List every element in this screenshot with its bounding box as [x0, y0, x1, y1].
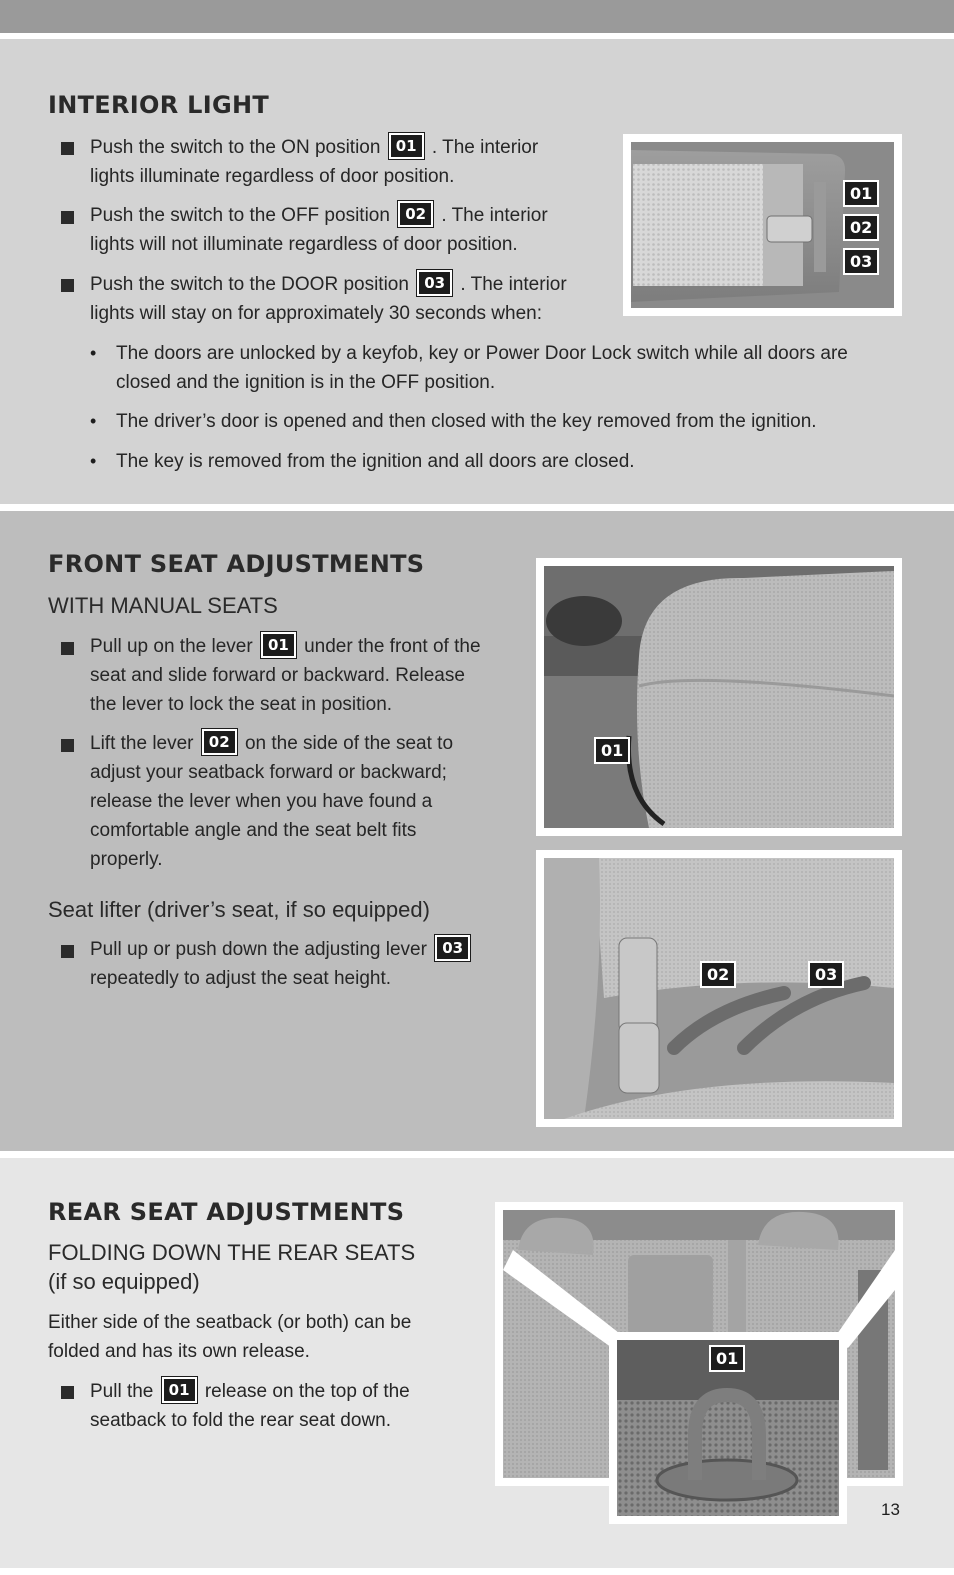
front-seat-photo — [544, 566, 894, 828]
square-bullet-icon — [61, 279, 74, 292]
condition-keyfob — [116, 339, 848, 397]
photo-callout-badge: 03 — [808, 961, 844, 988]
bullet-text: The doors are unlocked by a keyfob, key or Power Door Lock switch while all doors are — [116, 343, 848, 364]
item-text: . The interior — [431, 137, 539, 158]
photo-callout-badge: 01 — [709, 1345, 745, 1372]
condition-key-removed: The key is removed from the ignition and all doors are closed. — [116, 451, 635, 472]
item-text: under the front of the — [304, 636, 481, 657]
front-seat-photo-frame — [536, 558, 902, 836]
item-text: Lift the lever — [90, 733, 194, 754]
seat-levers-illustration — [544, 858, 894, 1119]
front-seat-side-photo-frame — [536, 850, 902, 1127]
interior-light-photo-frame — [623, 134, 902, 316]
front-item-lifter — [90, 935, 473, 993]
item-text: release on the top of the — [204, 1381, 410, 1402]
item-text: Push the switch to the OFF position — [90, 205, 390, 226]
item-text: properly. — [90, 849, 163, 870]
condition-driver-door: The driver’s door is opened and then closed with the key removed from the ignition. — [116, 411, 817, 432]
section-subtitle-note: (if so equipped) — [48, 1269, 200, 1294]
item-text: Push the switch to the DOOR position — [90, 274, 409, 295]
item-text: lights will not illuminate regardless of door position. — [90, 234, 518, 255]
front-seat-side-photo — [544, 858, 894, 1119]
interior-item-door — [90, 270, 567, 328]
release-strap-inset-frame — [609, 1332, 847, 1524]
photo-callout-badge: 02 — [843, 214, 879, 241]
section-title: REAR SEAT ADJUSTMENTS — [48, 1198, 405, 1226]
bullet-text: closed and the ignition is in the OFF position. — [116, 372, 496, 393]
item-text: Pull the — [90, 1381, 154, 1402]
paragraph-text: Either side of the seatback (or both) can be — [48, 1312, 412, 1333]
interior-light-section — [0, 39, 954, 504]
paragraph-text: folded and has its own release. — [48, 1341, 310, 1362]
bullet-dot-icon: • — [90, 343, 97, 363]
interior-item-on — [90, 133, 538, 191]
callout-badge: 01 — [162, 1377, 197, 1403]
square-bullet-icon — [61, 739, 74, 752]
item-text: seat and slide forward or backward. Release — [90, 665, 465, 686]
item-text: Push the switch to the ON position — [90, 137, 381, 158]
item-text: . The interior — [441, 205, 548, 226]
callout-badge: 01 — [261, 632, 296, 658]
interior-item-off — [90, 201, 548, 259]
photo-callout-badge: 01 — [843, 180, 879, 207]
top-bar — [0, 0, 954, 33]
square-bullet-icon — [61, 211, 74, 224]
item-text: on the side of the seat to — [244, 733, 454, 754]
square-bullet-icon — [61, 945, 74, 958]
photo-callout-badge: 01 — [594, 737, 630, 764]
section-title: INTERIOR LIGHT — [48, 91, 270, 119]
item-text: . The interior — [460, 274, 567, 295]
item-text: the lever to lock the seat in position. — [90, 694, 393, 715]
item-text: lights will stay on for approximately 30 seconds when: — [90, 303, 543, 324]
square-bullet-icon — [61, 1386, 74, 1399]
square-bullet-icon — [61, 142, 74, 155]
bullet-dot-icon: • — [90, 451, 97, 471]
item-text: adjust your seatback forward or backward; — [90, 762, 447, 783]
section-subtitle: FOLDING DOWN THE REAR SEATS — [48, 1240, 416, 1265]
front-seat-section — [0, 511, 954, 1151]
seat-lifter-title: Seat lifter (driver’s seat, if so equipped) — [48, 897, 430, 922]
item-text: release the lever when you have found a — [90, 791, 433, 812]
photo-callout-badge: 03 — [843, 248, 879, 275]
callout-badge: 02 — [202, 729, 237, 755]
front-seat-illustration — [544, 566, 894, 828]
callout-badge: 02 — [398, 201, 433, 227]
item-text: Pull up on the lever — [90, 636, 253, 657]
page-number: 13 — [881, 1500, 900, 1519]
section-title: FRONT SEAT ADJUSTMENTS — [48, 550, 425, 578]
item-text: comfortable angle and the seat belt fits — [90, 820, 417, 841]
photo-callout-badge: 02 — [700, 961, 736, 988]
callout-badge: 01 — [389, 133, 424, 159]
bullet-dot-icon: • — [90, 411, 97, 431]
square-bullet-icon — [61, 642, 74, 655]
front-item-slide — [90, 632, 481, 719]
front-item-recline — [90, 729, 453, 874]
callout-badge: 03 — [435, 935, 470, 961]
callout-badge: 03 — [417, 270, 452, 296]
item-text: repeatedly to adjust the seat height. — [90, 968, 392, 989]
section-subtitle: WITH MANUAL SEATS — [48, 593, 278, 618]
item-text: seatback to fold the rear seat down. — [90, 1410, 392, 1431]
rear-seat-section — [0, 1158, 954, 1568]
rear-intro-paragraph — [48, 1308, 411, 1366]
rear-item-fold — [90, 1377, 410, 1435]
item-text: lights illuminate regardless of door position. — [90, 166, 455, 187]
item-text: Pull up or push down the adjusting lever — [90, 939, 427, 960]
